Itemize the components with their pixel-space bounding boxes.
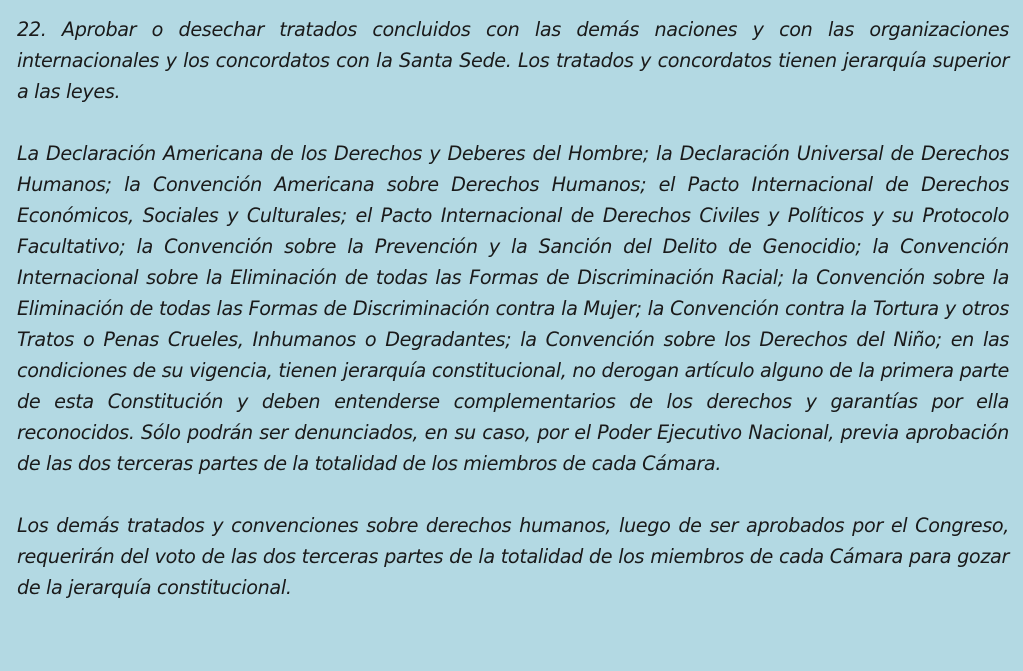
paragraph-other-treaties: Los demás tratados y convenciones sobre derechos humanos, luego de ser aprobados por el Congreso, requerirán del voto de las dos terceras partes de la totalidad de los miembros de cada Cámara para gozar de la jerarquía constitucional. xyxy=(17,514,1009,599)
paragraph-human-rights-instruments: La Declaración Americana de los Derechos y Deberes del Hombre; la Declaración Universal de Derechos Humanos; la Convención Americana sobre Derechos Humanos; el Pacto Internacional de Derechos Económicos, Sociales y Culturales; el Pacto Internacional de Derechos Civiles y Políticos y su Protocolo Facultativo; la Convención sobre la Prevención y la Sanción del Delito de Genocidio; la Convención Internacional sobre la Eliminación de todas las Formas de Discriminación Racial; la Convención sobre la Eliminación de todas las Formas de Discriminación contra la Mujer; la Convención contra la Tortura y otros Tratos o Penas Crueles, Inhumanos o Degradantes; la Convención sobre los Derechos del Niño; en las condiciones de su vigencia, tienen jerarquía constitucional, no derogan artículo alguno de la primera parte de esta Constitución y deben entenderse complementarios de los derechos y garantías por ella reconocidos. Sólo podrán ser denunciados, en su caso, por el Poder Ejecutivo Nacional, previa aprobación de las dos terceras partes de la totalidad de los miembros de cada Cámara. xyxy=(17,142,1009,475)
paragraph-treaties-approval: 22. Aprobar o desechar tratados concluidos con las demás naciones y con las organizaciones internacionales y los concordatos con la Santa Sede. Los tratados y concordatos tienen jerarquía superior a las leyes. xyxy=(17,18,1009,103)
